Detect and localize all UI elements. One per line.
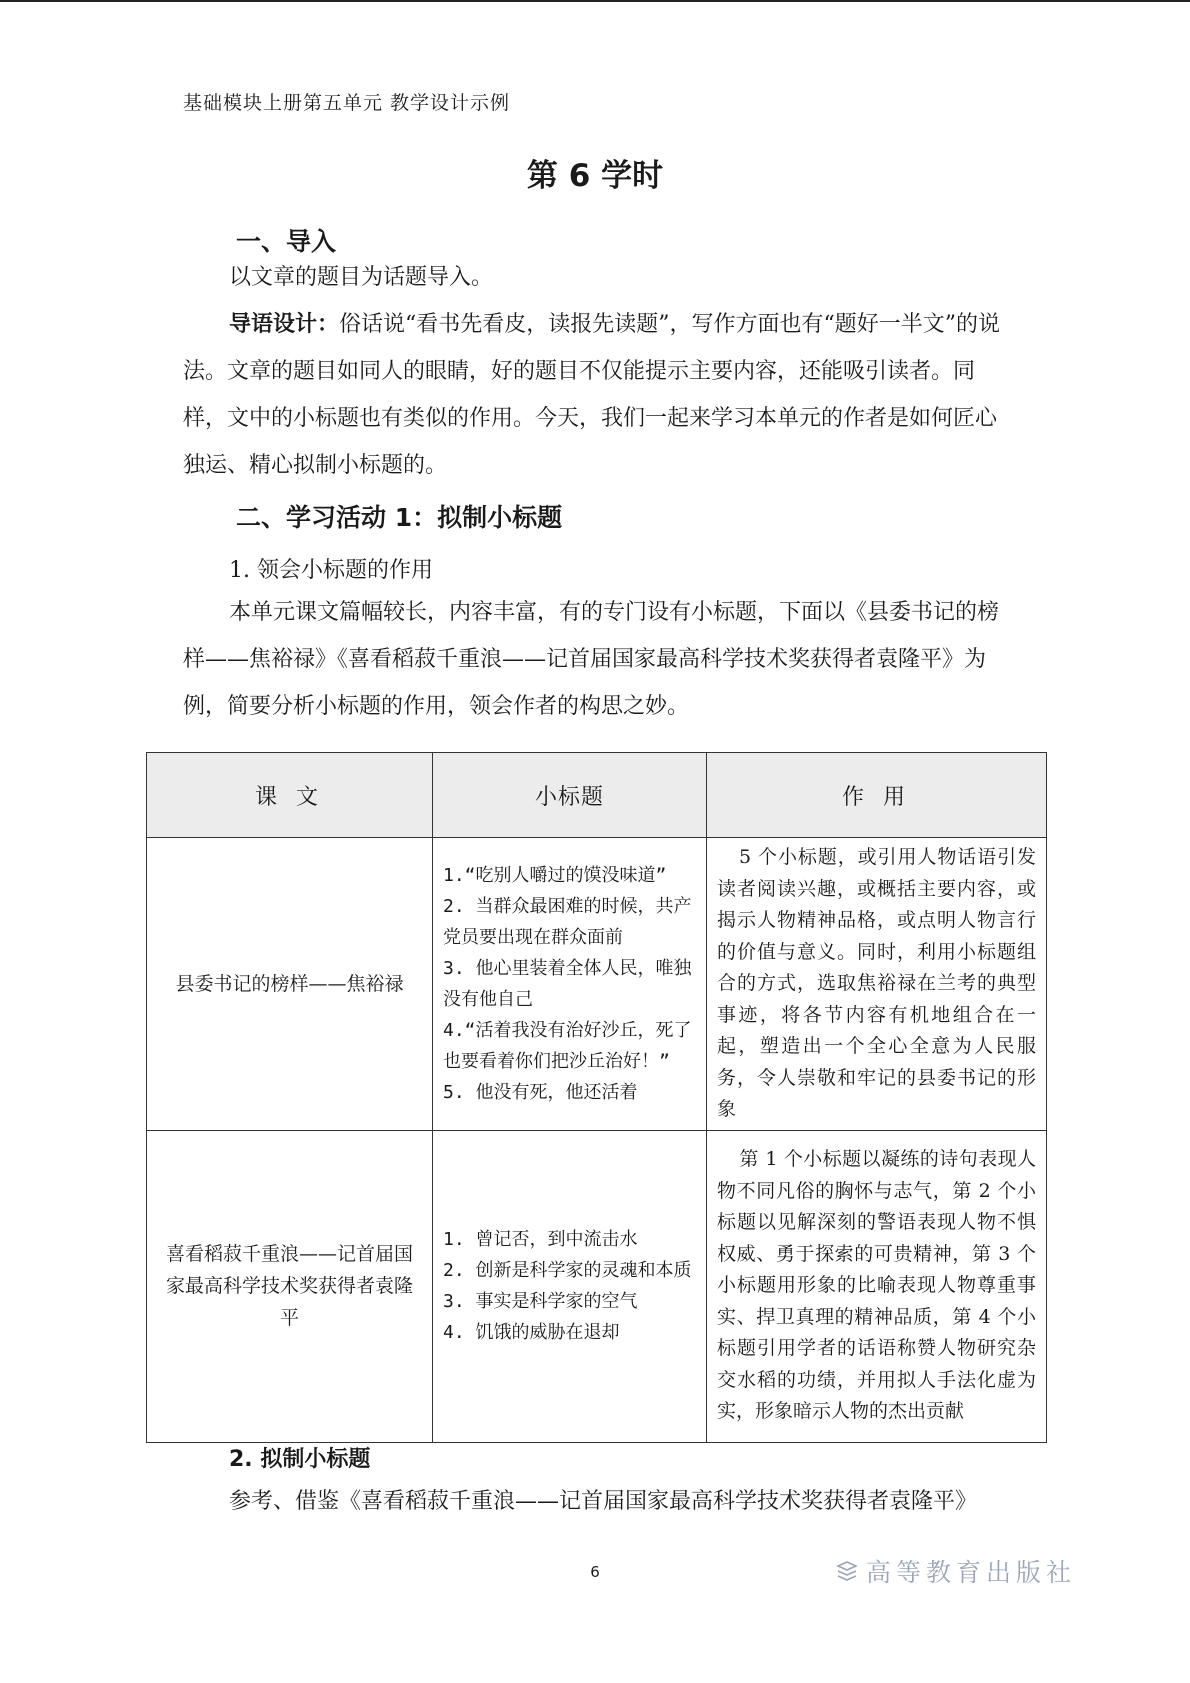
activity-text: 本单元课文篇幅较长，内容丰富，有的专门设有小标题，下面以《县委书记的榜样——焦裕禄》《喜看稻菽千重浪——记首届国家最高科学技术奖获得者袁隆平》为例，简要分析小标题的作用，领会作者的构思之妙。: [183, 600, 1000, 719]
analysis-table: [146, 752, 1047, 1443]
draft-paragraph: [183, 1478, 1013, 1525]
subtitle-item: 5. 他没有死，他还活着: [443, 1081, 638, 1103]
subheading-draft: 2. 拟制小标题: [229, 1447, 371, 1472]
subtitle-item: 3. 他心里装着全体人民，唯独没有他自己: [443, 957, 692, 1010]
function-text: 5 个小标题，或引用人物话语引发读者阅读兴趣，或概括主要内容，或揭示人物精神品格，或点明人物言行的价值与意义。同时，利用小标题组合的方式，选取焦裕禄在兰考的典型事迹，将各节内容有机地组合在一起，塑造出一个全心全意为人民服务，令人崇敬和牢记的县委书记的形象: [717, 846, 1036, 1120]
publisher-name: 高等教育出版社: [866, 1558, 1077, 1587]
section-heading-activity: 二、学习活动 1：拟制小标题: [236, 503, 563, 532]
header-function: 作 用: [707, 753, 1047, 838]
draft-text: 参考、借鉴《喜看稻菽千重浪——记首届国家最高科学技术奖获得者袁隆平》: [229, 1489, 978, 1514]
function-text: 第 1 个小标题以凝练的诗句表现人物不同凡俗的胸怀与志气，第 2 个小标题以见解深刻的警语表现人物不惧权威、勇于探索的可贵精神，第 3 个小标题用形象的比喻表现人物尊重事实、捍卫真理的精神品质，第 4 个小标题引用学者的话语称赞人物研究杂交水稻的功绩，并用拟人手法化虚为实，形象暗示人物的杰出贡献: [717, 1148, 1036, 1423]
row-function: [707, 1130, 1047, 1442]
table-row: [147, 838, 1047, 1131]
running-head: 基础模块上册第五单元 教学设计示例: [183, 92, 511, 114]
subtitle-item: 1. 曾记否，到中流击水: [443, 1229, 638, 1250]
page-number: 6: [590, 1563, 600, 1581]
subtitle-item: 4. 饥饿的威胁在退却: [443, 1322, 620, 1343]
row-subtitles: [433, 1130, 707, 1442]
subtitle-item: 3. 事实是科学家的空气: [443, 1291, 638, 1312]
intro-text: 以文章的题目为话题导入。: [229, 265, 494, 290]
row-text: 县委书记的榜样——焦裕禄: [147, 838, 433, 1131]
row-subtitles: [433, 838, 707, 1131]
subheading-understand: 1. 领会小标题的作用: [229, 558, 433, 583]
subtitle-item: 4.“活着我没有治好沙丘，死了也要看着你们把沙丘治好！”: [443, 1019, 692, 1072]
header-subtitle: 小标题: [433, 753, 707, 838]
header-text: 课 文: [147, 753, 433, 838]
row-function: [707, 838, 1047, 1131]
activity-paragraph: [183, 589, 1013, 730]
row-text: 喜看稻菽千重浪——记首届国家最高科学技术奖获得者袁隆平: [147, 1130, 433, 1442]
lesson-title: 第 6 学时: [526, 158, 664, 194]
section-heading-intro: 一、导入: [236, 227, 337, 256]
top-rule: [0, 0, 1190, 2]
subtitle-item: 2. 当群众最困难的时候，共产党员要出现在群众面前: [443, 895, 692, 948]
subtitle-item: 1.“吃别人嚼过的馍没味道”: [443, 864, 667, 886]
publisher-mark: [836, 1553, 1076, 1589]
lead-design-paragraph: [183, 301, 1013, 489]
table-header-row: [147, 753, 1047, 838]
lead-design-text: 俗话说“看书先看皮，读报先读题”，写作方面也有“题好一半文”的说法。文章的题目如同人的眼睛，好的题目不仅能提示主要内容，还能吸引读者。同样，文中的小标题也有类似的作用。今天，我们一起来学习本单元的作者是如何匠心独运、精心拟制小标题的。: [183, 312, 1001, 478]
lead-design-label: 导语设计：: [229, 312, 340, 337]
subtitle-item: 2. 创新是科学家的灵魂和本质: [443, 1260, 692, 1281]
table-row: [147, 1130, 1047, 1442]
intro-paragraph: [183, 254, 1013, 301]
publisher-logo-icon: [836, 1560, 858, 1582]
